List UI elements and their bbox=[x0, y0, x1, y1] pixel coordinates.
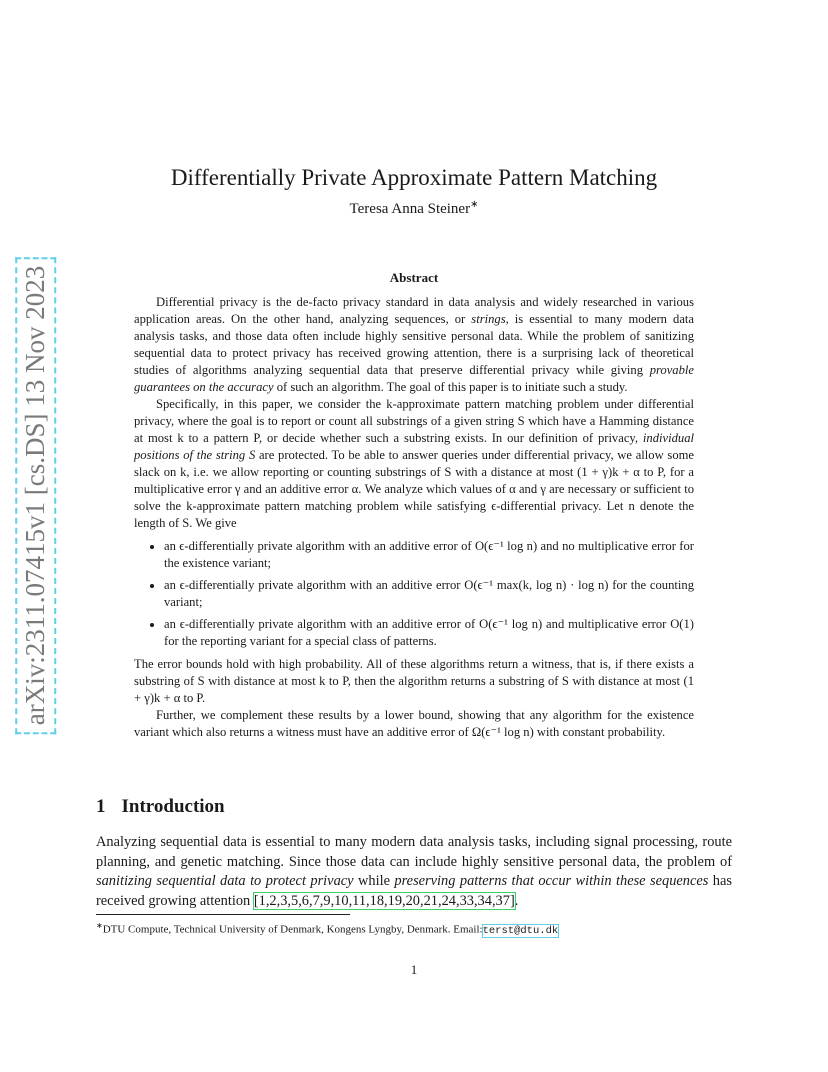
section-title: Introduction bbox=[121, 796, 225, 817]
footnote bbox=[96, 919, 736, 938]
author-line bbox=[0, 199, 828, 218]
text-run: has received growing attention bbox=[96, 873, 732, 909]
section-heading bbox=[96, 796, 225, 818]
text-run: of such an algorithm. The goal of this paper is to initiate such a study. bbox=[273, 380, 628, 394]
emphasis: strings bbox=[471, 312, 506, 326]
paper-title: Differentially Private Approximate Pattern Matching bbox=[170, 165, 658, 191]
abstract-paragraph-3: The error bounds hold with high probability. All of these algorithms return a witness, that is, if there exists a substring of S with distance at most k to P, then the algorithm returns a substring of S with distance at most (1 + γ)k + α to P. bbox=[134, 657, 694, 705]
footnote-divider bbox=[96, 914, 350, 915]
text-run: Specifically, in this paper, we consider the k-approximate pattern matching problem under differential privacy, where the goal is to report or count all substrings of a given string S which have a Hamming distance at most k to a pattern P, or decide whether such a substring exists. In our definition of privacy, bbox=[134, 397, 694, 445]
emphasis: sanitizing sequential data to protect privacy bbox=[96, 873, 354, 890]
email-link[interactable]: terst@dtu.dk bbox=[482, 924, 559, 937]
author-name: Teresa Anna Steiner bbox=[349, 201, 471, 217]
emphasis: individual positions of the string S bbox=[134, 431, 694, 462]
list-item: • an ϵ-differentially private algorithm with an additive error of O(ϵ⁻¹ log n) and multiplicative error O(1) for the reporting variant for a special class of patterns. bbox=[164, 616, 694, 650]
abstract-paragraph-4: Further, we complement these results by a lower bound, showing that any algorithm for the existence variant which also returns a witness must have an additive error of Ω(ϵ⁻¹ log n) with constant probability. bbox=[134, 708, 694, 739]
abstract-paragraph-1 bbox=[134, 294, 694, 396]
section-number: 1 bbox=[96, 796, 106, 817]
text-run: Analyzing sequential data is essential to many modern data analysis tasks, including signal processing, route planning, and genetic matching. Since those data can include highly sensitive personal data, the problem of bbox=[96, 834, 732, 870]
citation-links[interactable]: [1,2,3,5,6,7,9,10,11,18,19,20,21,24,33,34,37] bbox=[253, 892, 515, 909]
text-run: . bbox=[514, 892, 519, 909]
emphasis: provable guarantees on the accuracy bbox=[134, 363, 694, 394]
text-run: Differential privacy is the de-facto privacy standard in data analysis and widely researched in various application areas. On the other hand, analyzing sequences, or bbox=[134, 295, 694, 326]
footnote-text: DTU Compute, Technical University of Denmark, Kongens Lyngby, Denmark. Email: bbox=[102, 923, 483, 936]
text-run: while bbox=[353, 873, 395, 890]
abstract-paragraph-2 bbox=[134, 396, 694, 532]
arxiv-sidebar bbox=[14, 250, 58, 740]
text-run: , is essential to many modern data analysis tasks, and those data often include highly sensitive personal data. While the problem of sanitizing sequential data to protect privacy has received growing attention, there is a surprising lack of theoretical studies of algorithms analyzing sequential data that preserve differential privacy while giving bbox=[134, 312, 694, 377]
list-item: • an ϵ-differentially private algorithm with an additive error of O(ϵ⁻¹ log n) and no multiplicative error for the existence variant; bbox=[164, 538, 694, 572]
list-item: • an ϵ-differentially private algorithm with an additive error O(ϵ⁻¹ max(k, log n) · log n) for the counting variant; bbox=[164, 577, 694, 611]
abstract-heading: Abstract bbox=[389, 270, 439, 285]
results-list bbox=[134, 538, 694, 650]
text-run: are protected. To be able to answer queries under differential privacy, we allow some slack on k, i.e. we allow reporting or counting substrings of S with a distance at most (1 + γ)k + α to P, for a multiplicative error γ and an additive error α. We analyze which values of α and γ are necessary or sufficient to solve the k-approximate pattern matching problem while satisfying ϵ-differential privacy. Let n denote the length of S. We give bbox=[134, 448, 694, 530]
emphasis: preserving patterns that occur within these sequences bbox=[394, 873, 709, 890]
intro-paragraph bbox=[96, 833, 732, 911]
arxiv-identifier[interactable]: arXiv:2311.07415v1 [cs.DS] 13 Nov 2023 bbox=[21, 261, 52, 728]
footnote-mark: ∗ bbox=[96, 921, 103, 930]
abstract-body bbox=[134, 294, 694, 741]
author-footnote-mark[interactable]: ∗ bbox=[470, 199, 479, 210]
page-number: 1 bbox=[410, 962, 418, 977]
